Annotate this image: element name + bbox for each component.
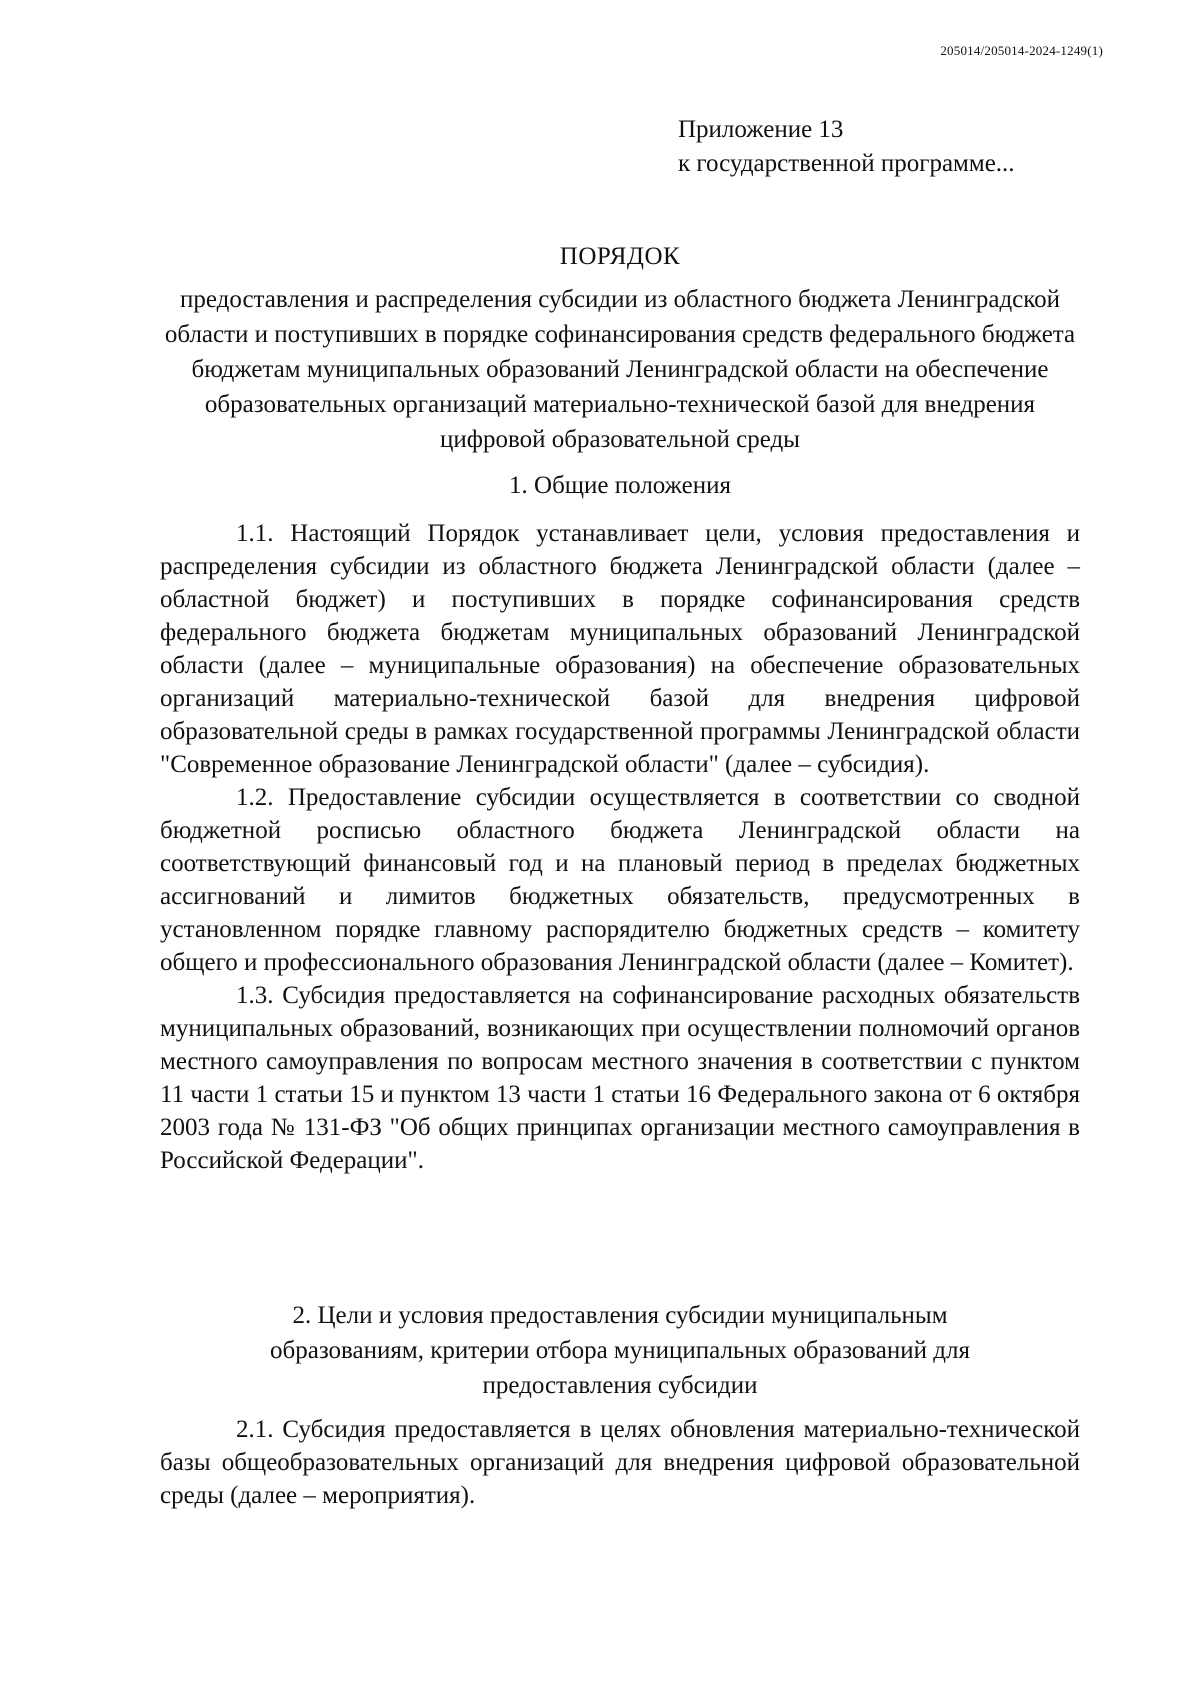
- document-title: ПОРЯДОК: [559, 243, 681, 270]
- appendix-reference: [678, 113, 1015, 181]
- document-subtitle: предоставления и распределения субсидии из областного бюджета Ленинградской области и поступивших в порядке софинансирования средств федерального бюджета бюджетам муниципальных образований Ленинградской области на обеспечение образовательных организаций материально-технической базой для внедрения цифровой образовательной среды: [164, 286, 1076, 453]
- paragraph-2-1: 2.1. Субсидия предоставляется в целях обновления материально-технической базы общеобразовательных организаций для внедрения цифровой образовательной среды (далее – мероприятия).: [160, 1416, 1080, 1509]
- section-2-heading: 2. Цели и условия предоставления субсидии муниципальным образованиям, критерии отбора муниципальных образований для предоставления субсидии: [270, 1302, 970, 1399]
- paragraph-1-1: 1.1. Настоящий Порядок устанавливает цели, условия предоставления и распределения субсидии из областного бюджета Ленинградской области (далее – областной бюджет) и поступивших в порядке софинансирования средств федерального бюджета бюджетам муниципальных образований Ленинградской области (далее – муниципальные образования) на обеспечение образовательных организаций материально-технической базой для внедрения цифровой образовательной среды в рамках государственной программы Ленинградской области "Современное образование Ленинградской области" (далее – субсидия).: [160, 520, 1080, 778]
- section-1-body: [160, 517, 1080, 1177]
- paragraph-1-3: 1.3. Субсидия предоставляется на софинансирование расходных обязательств муниципальных образований, возникающих при осуществлении полномочий органов местного самоуправления по вопросам местного значения в соответствии с пунктом 11 части 1 статьи 15 и пунктом 13 части 1 статьи 16 Федерального закона от 6 октября 2003 года № 131-ФЗ "Об общих принципах организации местного самоуправления в Российской Федерации".: [160, 982, 1080, 1174]
- paragraph-1-2: 1.2. Предоставление субсидии осуществляется в соответствии со сводной бюджетной росписью областного бюджета Ленинградской области на соответствующий финансовый год и на плановый период в пределах бюджетных ассигнований и лимитов бюджетных обязательств, предусмотренных в установленном порядке главному распорядителю бюджетных средств – комитету общего и профессионального образования Ленинградской области (далее – Комитет).: [160, 784, 1080, 976]
- document-id: 205014/205014-2024-1249(1): [940, 43, 1103, 58]
- section-1-heading: 1. Общие положения: [509, 472, 731, 499]
- appendix-line-2: к государственной программе...: [678, 150, 1015, 177]
- appendix-line-1: Приложение 13: [678, 116, 844, 143]
- section-2-body: [160, 1413, 1080, 1512]
